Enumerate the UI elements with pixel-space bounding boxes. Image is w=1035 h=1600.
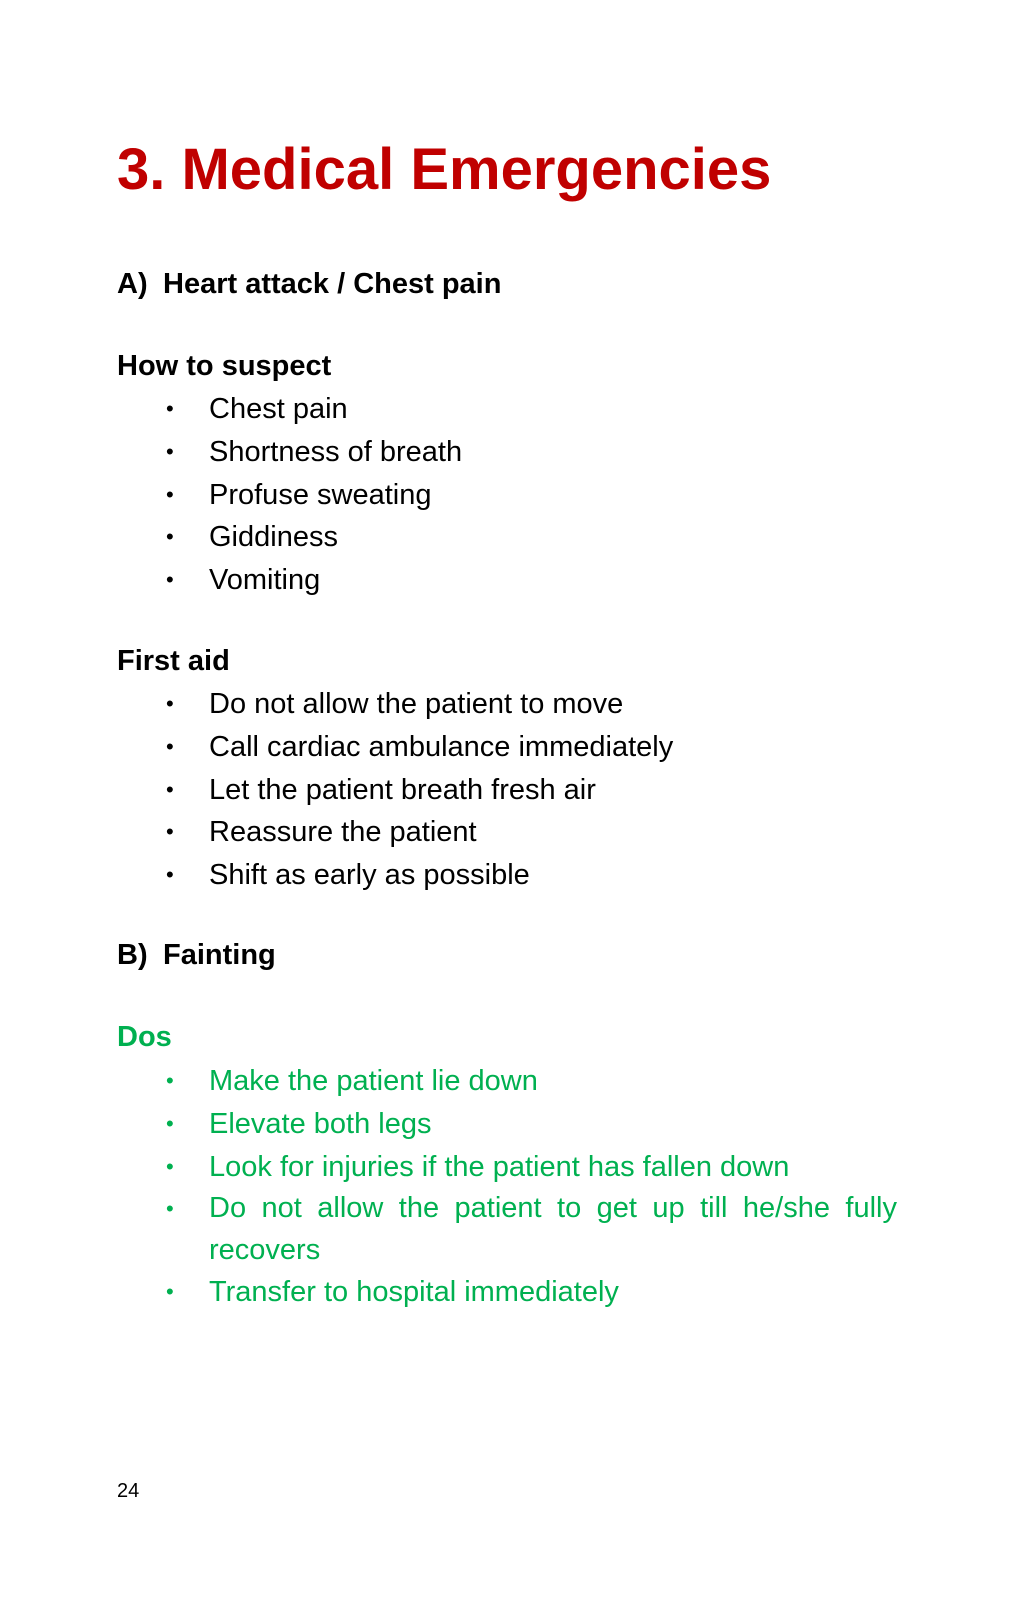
bullet-icon: •	[166, 862, 174, 888]
bullet-icon: •	[166, 567, 174, 593]
bullet-icon: •	[166, 733, 174, 759]
section-b-heading	[117, 938, 276, 973]
how-to-suspect-list	[0, 388, 1035, 602]
list-item: • Do not allow the patient to get up till he/she fully recovers	[0, 1188, 897, 1271]
list-item: • Transfer to hospital immediately	[0, 1271, 1035, 1314]
list-item: • Reassure the patient	[0, 811, 1035, 854]
section-a-title: Heart attack / Chest pain	[163, 268, 502, 300]
page-title: 3. Medical Emergencies	[117, 137, 772, 202]
list-item: • Elevate both legs	[0, 1103, 1035, 1146]
bullet-icon: •	[166, 776, 174, 802]
first-aid-list	[0, 683, 1035, 897]
list-item: • Vomiting	[0, 559, 1035, 602]
bullet-icon: •	[166, 1196, 174, 1222]
list-item: • Shift as early as possible	[0, 854, 1035, 897]
bullet-icon: •	[166, 1068, 174, 1093]
list-item: • Let the patient breath fresh air	[0, 769, 1035, 812]
bullet-icon: •	[166, 524, 174, 550]
first-aid-heading: First aid	[117, 645, 230, 677]
dos-list	[0, 1060, 1035, 1314]
how-to-suspect-heading: How to suspect	[117, 350, 332, 382]
list-item: • Profuse sweating	[0, 474, 1035, 517]
list-item: • Make the patient lie down	[0, 1060, 1035, 1103]
page-number: 24	[117, 1480, 140, 1502]
bullet-icon: •	[166, 1153, 174, 1179]
section-b-title: Fainting	[163, 939, 276, 971]
dos-heading: Dos	[117, 1021, 172, 1053]
list-item: • Do not allow the patient to move	[0, 683, 1035, 726]
section-a-letter: A)	[117, 268, 148, 300]
list-item: • Look for injuries if the patient has fallen down	[0, 1146, 1035, 1189]
bullet-icon: •	[166, 691, 174, 716]
bullet-icon: •	[166, 819, 174, 845]
section-a-heading	[117, 267, 501, 302]
bullet-icon: •	[166, 1110, 174, 1136]
list-item: • Shortness of breath	[0, 431, 1035, 474]
bullet-icon: •	[166, 481, 174, 507]
list-item: • Call cardiac ambulance immediately	[0, 726, 1035, 769]
bullet-icon: •	[166, 1279, 174, 1305]
bullet-icon: •	[166, 396, 174, 421]
section-b-letter: B)	[117, 939, 148, 971]
list-item: • Giddiness	[0, 516, 1035, 559]
list-item: • Chest pain	[0, 388, 1035, 431]
bullet-icon: •	[166, 438, 174, 464]
